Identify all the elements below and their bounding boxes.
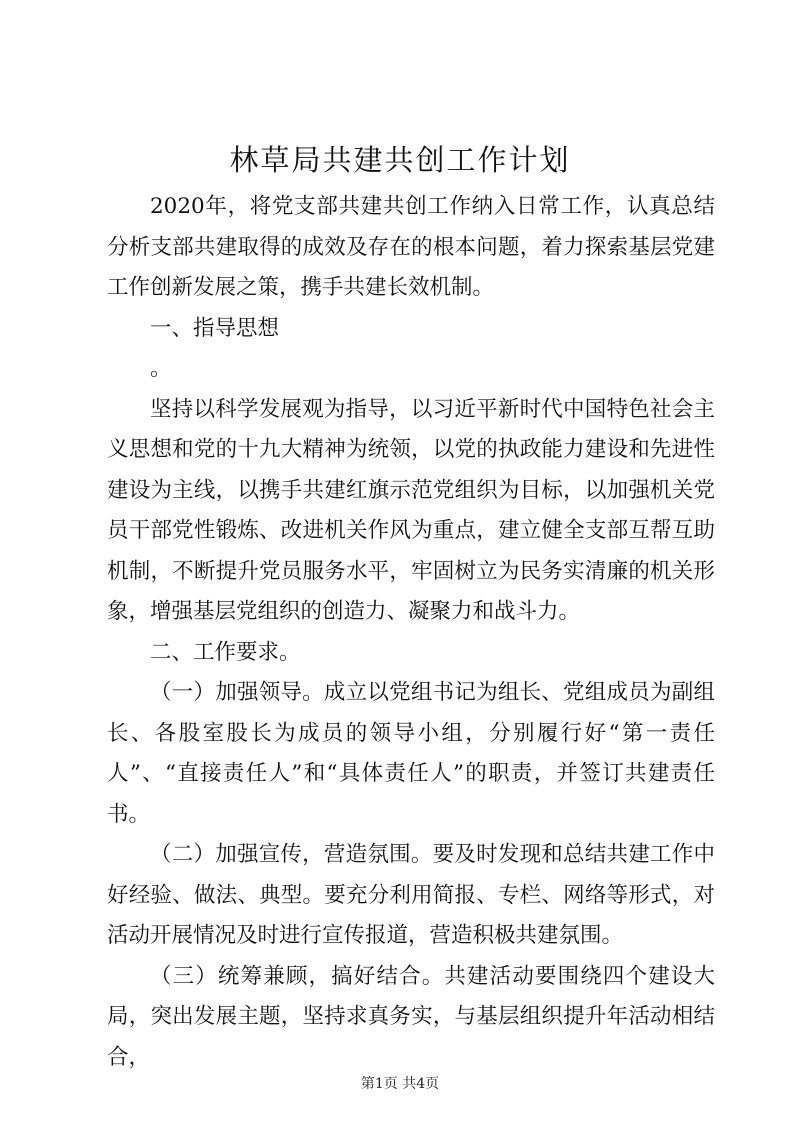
document-body: [107, 187, 715, 1078]
paragraph-requirement-2: （二）加强宣传，营造氛围。要及时发现和总结共建工作中好经验、做法、典型。要充分利用简报、专栏、网络等形式，对活动开展情况及时进行宣传报道，营造积极共建氛围。: [107, 842, 715, 948]
paragraph-period: 。: [150, 356, 172, 381]
paragraph-requirement-1: （一）加强领导。成立以党组书记为组长、党组成员为副组长、各股室股长为成员的领导小组，分别履行好“第一责任人”、“直接责任人”和“具体责任人”的职责，并签订共建责任书。: [107, 680, 715, 827]
paragraph-guiding-thought: 坚持以科学发展观为指导，以习近平新时代中国特色社会主义思想和党的十九大精神为统领，以党的执政能力建设和先进性建设为主线，以携手共建红旗示范党组织为目标，以加强机关党员干部党性锻炼、改进机关作风为重点，建立健全支部互帮互助机制，不断提升党员服务水平，牢固树立为民务实清廉的机关形象，增强基层党组织的创造力、凝聚力和战斗力。: [107, 396, 715, 624]
page-footer: 第1页 共4页: [360, 1076, 440, 1092]
document-title: 林草局共建共创工作计划: [229, 143, 571, 177]
section-heading-guiding-thought: 一、指导思想: [150, 315, 280, 341]
paragraph-intro: 2020年，将党支部共建共创工作纳入日常工作，认真总结分析支部共建取得的成效及存在的根本问题，着力探索基层党建工作创新发展之策，携手共建长效机制。: [107, 194, 715, 300]
section-heading-work-requirements: 二、工作要求。: [150, 639, 301, 665]
paragraph-requirement-3: （三）统筹兼顾，搞好结合。共建活动要围绕四个建设大局，突出发展主题，坚持求真务实，与基层组织提升年活动相结合，: [107, 963, 715, 1070]
